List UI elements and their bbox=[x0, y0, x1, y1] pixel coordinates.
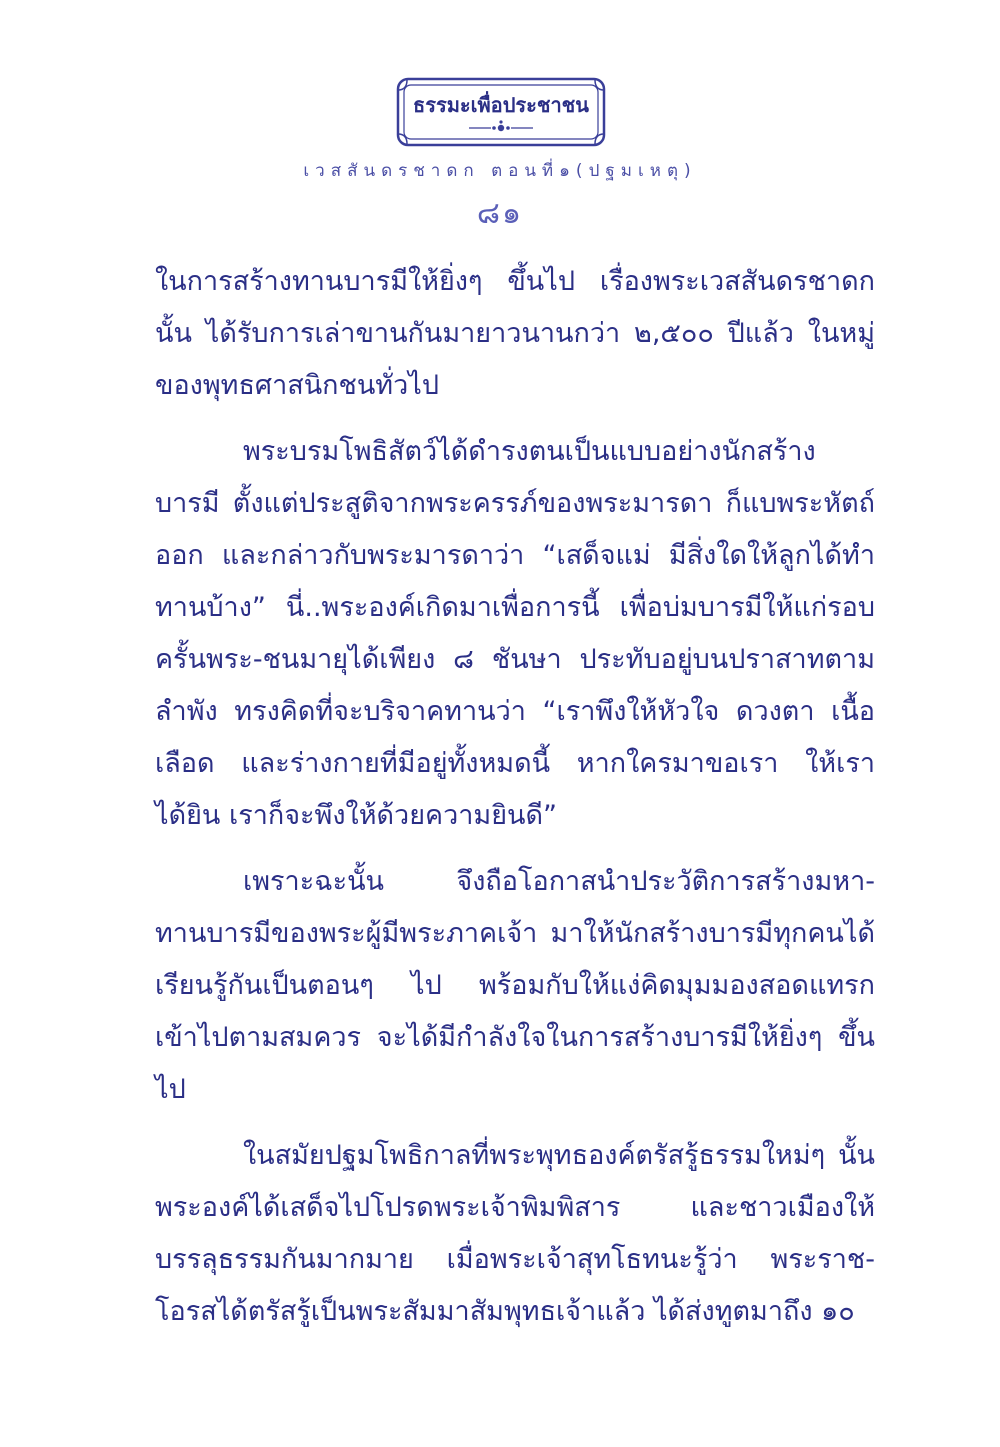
header-logo-banner bbox=[395, 76, 607, 148]
paragraph-2: พระบรมโพธิสัตว์ได้ดำรงตนเป็นแบบอย่างนักสร้างบารมี ตั้งแต่ประสูติจากพระครรภ์ของพระมารดา ก็แบพระหัตถ์ออก และกล่าวกับพระมารดาว่า “เสด็จแม่ มีสิ่งใดให้ลูกได้ทำทานบ้าง” นี่..พระองค์เกิดมาเพื่อการนี้ เพื่อบ่มบารมีให้แก่รอบ ครั้นพระ-ชนมายุได้เพียง ๘ ชันษา ประทับอยู่บนปราสาทตามลำพัง ทรงคิดที่จะบริจาคทานว่า “เราพึงให้หัวใจ ดวงตา เนื้อ เลือด และร่างกายที่มีอยู่ทั้งหมดนี้ หากใครมาขอเรา ให้เราได้ยิน เราก็จะพึงให้ด้วยความยินดี” bbox=[155, 436, 875, 831]
body-text bbox=[155, 256, 875, 1338]
paragraph-4: ในสมัยปฐมโพธิกาลที่พระพุทธองค์ตรัสรู้ธรรมใหม่ๆ นั้น พระองค์ได้เสด็จไปโปรดพระเจ้าพิมพิสาร และชาวเมืองให้บรรลุธรรมกันมากมาย เมื่อพระเจ้าสุทโธทนะรู้ว่า พระราช-โอรสได้ตรัสรู้เป็นพระสัมมาสัมพุทธเจ้าแล้ว ได้ส่งทูตมาถึง ๑๐ bbox=[155, 1140, 875, 1327]
logo-text: ธรรมะเพื่อประชาชน bbox=[413, 93, 589, 117]
paragraph-3: เพราะฉะนั้น จึงถือโอกาสนำประวัติการสร้างมหา-ทานบารมีของพระผู้มีพระภาคเจ้า มาให้นักสร้างบารมีทุกคนได้เรียนรู้กันเป็นตอนๆ ไป พร้อมกับให้แง่คิดมุมมองสอดแทรกเข้าไปตามสมควร จะได้มีกำลังใจในการสร้างบารมีให้ยิ่งๆ ขึ้นไป bbox=[155, 866, 875, 1105]
page-number: ๘๑ bbox=[476, 196, 524, 231]
chapter-subtitle: เวสสันดรชาดก ตอนที่๑(ปฐมเหตุ) bbox=[303, 161, 697, 181]
paragraph-1: ในการสร้างทานบารมีให้ยิ่งๆ ขึ้นไป เรื่องพระเวสสันดรชาดกนั้น ได้รับการเล่าขานกันมายาวนานกว่า ๒,๕๐๐ ปีแล้ว ในหมู่ของพุทธศาสนิกชนทั่วไป bbox=[155, 266, 875, 401]
logo-frame-graphic bbox=[395, 76, 607, 148]
